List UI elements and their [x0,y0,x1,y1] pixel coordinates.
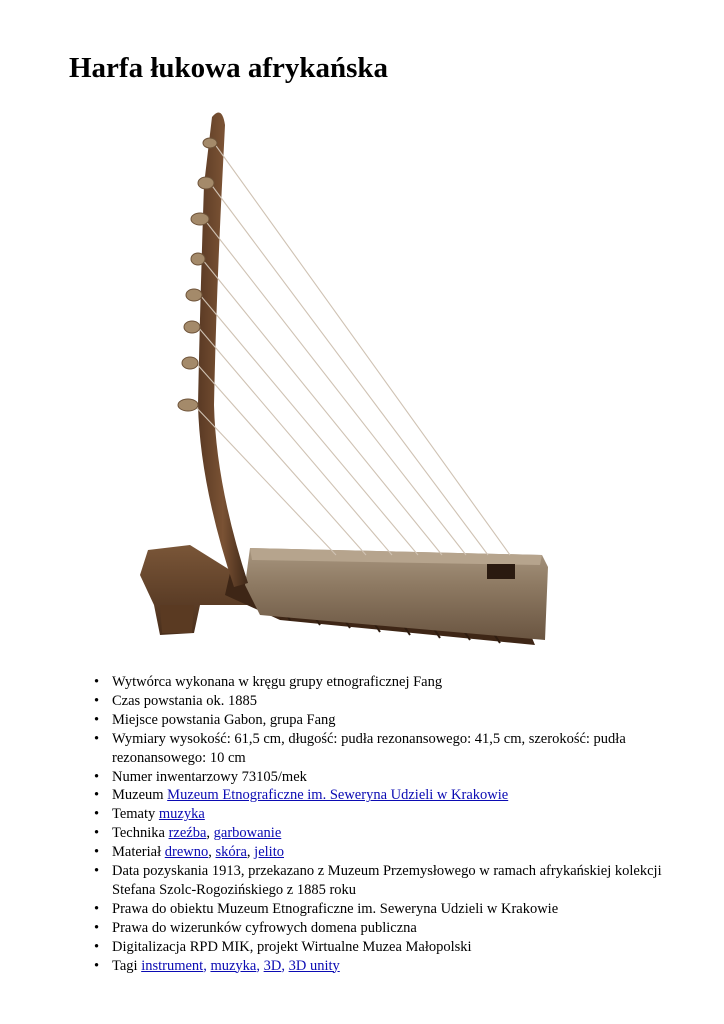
list-item [93,805,683,824]
list-item [93,786,683,805]
item-label: Numer inwentarzowy [112,768,239,785]
tag-link[interactable]: 3D unity [288,957,340,974]
topic-link[interactable]: muzyka [158,806,205,823]
list-item [93,862,683,900]
item-label: Wymiary [112,730,166,747]
item-value: RPD MIK, projekt Wirtualne Muzea Małopolski [189,938,472,955]
list-item [93,957,683,976]
list-item [93,938,683,957]
tag-link[interactable]: instrument, [141,957,207,974]
list-item [93,673,683,692]
technique-link[interactable]: garbowanie [213,825,282,842]
item-value: Muzeum Etnograficzne im. Seweryna Udzieli w Krakowie [217,900,559,917]
harp-photo [130,105,560,650]
item-value: 73105/mek [241,768,307,785]
tag-text: instrument [141,957,204,974]
item-label: Czas powstania [112,692,203,709]
item-label: Prawa do wizerunków cyfrowych [112,919,308,936]
item-label: Digitalizacja [112,938,187,955]
item-label: Materiał [112,844,162,861]
list-item [93,692,683,711]
metadata-list [93,673,683,976]
item-value: 1913, przekazano z Muzeum Przemysłowego w ramach afrykańskiej kolekcji Stefana Szolc-Rogozińskiego z 1885 roku [112,863,662,898]
material-link[interactable]: jelito [254,844,284,861]
item-label: Miejsce powstania [112,711,221,728]
item-value: wysokość: 61,5 cm, długość: pudła rezonansowego: 41,5 cm, szerokość: pudła rezonansowego: 10 cm [112,730,626,766]
item-value: wykonana w kręgu grupy etnograficznej Fang [175,674,443,690]
item-value: Gabon, grupa Fang [223,711,336,728]
list-item [93,919,683,938]
technique-link[interactable]: rzeźba [168,825,207,842]
material-link[interactable]: skóra [215,844,247,861]
list-item: • Materiał drewno, skóra, jelito [93,843,683,862]
item-label: Technika [112,825,165,842]
item-label: Data pozyskania [112,863,209,880]
tag-link[interactable]: 3D, [263,957,285,974]
tag-text: 3D [263,957,282,974]
list-item [93,730,683,768]
tag-text: muzyka [210,957,257,974]
list-item: • Technika rzeźba, garbowanie [93,824,683,843]
item-label: Tematy [112,806,156,823]
item-label: Muzeum [112,787,164,804]
material-link[interactable]: drewno [164,844,209,861]
item-value: domena publiczna [310,919,417,936]
item-value: ok. 1885 [206,692,257,709]
item-label: Prawa do obiektu [112,900,214,917]
museum-link[interactable]: Muzeum Etnograficzne im. Seweryna Udzieli w Krakowie [167,787,509,804]
list-item [93,900,683,919]
tag-link[interactable]: muzyka, [210,957,260,974]
item-label: Wytwórca [112,674,172,690]
list-item [93,711,683,730]
page-title: Harfa łukowa afrykańska [69,52,389,84]
list-item [93,768,683,787]
item-label: Tagi [112,957,138,974]
